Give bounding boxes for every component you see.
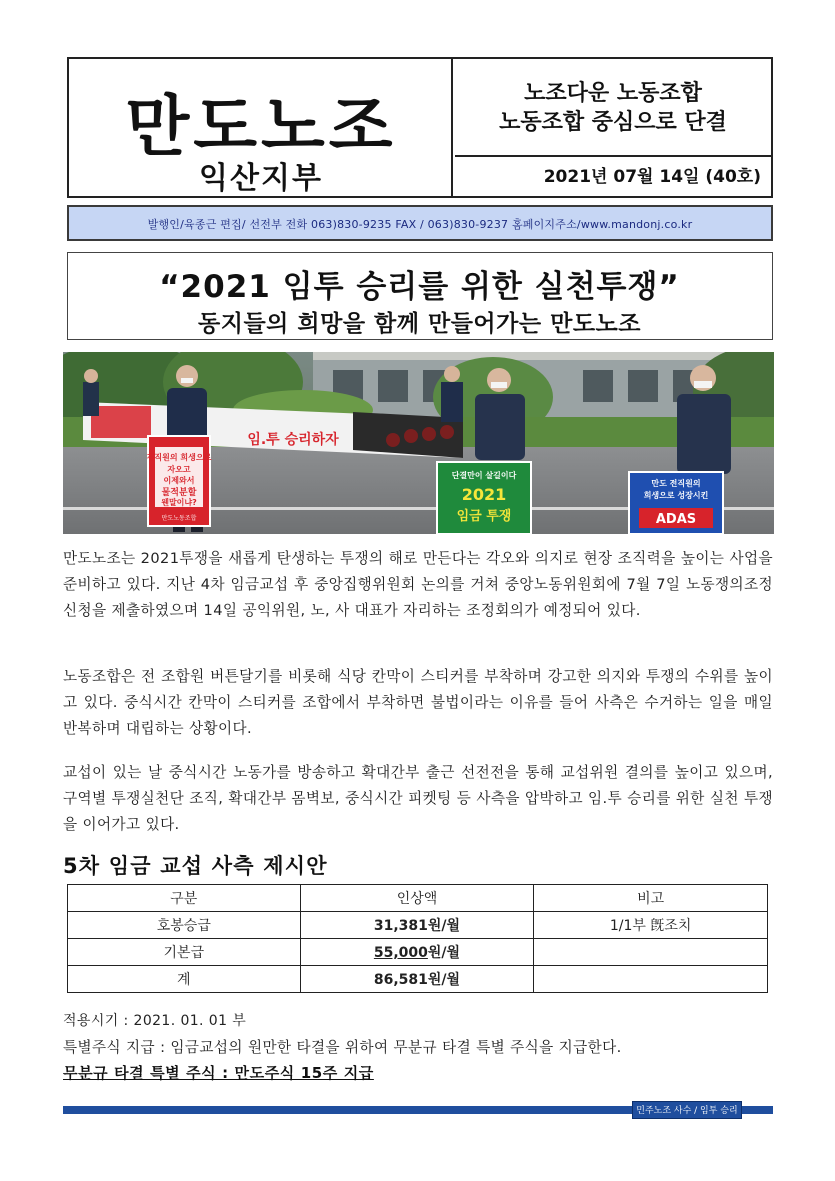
apply-date: 적용시기 : 2021. 01. 01 부 xyxy=(63,1013,247,1029)
branch-name: 익산지부 xyxy=(199,161,323,196)
table-header: 비고 xyxy=(534,885,768,912)
sign-left-line: 자오고 xyxy=(167,465,191,474)
sign-left-line: 이제와서 xyxy=(163,476,195,485)
sign-right-line: 만도 전직원의 xyxy=(651,479,701,488)
special-bonus-highlight: 무분규 타결 특별 주식 : 만도주식 15주 지급 xyxy=(63,1064,374,1082)
offer-table xyxy=(67,884,768,993)
offer-section-title: 5차 임금 교섭 사측 제시안 xyxy=(63,854,328,878)
sign-left-line: 만도노동조합 xyxy=(161,515,197,522)
newsletter-title: 만도노조 xyxy=(125,87,397,165)
sign-center-line: 2021 xyxy=(461,485,507,504)
table-cell-note xyxy=(534,966,768,993)
publisher-bar xyxy=(67,205,773,241)
table-cell-amount xyxy=(300,966,534,993)
sign-right xyxy=(629,472,723,534)
masthead-left xyxy=(69,59,453,196)
table-row xyxy=(68,966,768,993)
table-cell-amount xyxy=(300,912,534,939)
amount-number: 31,381 xyxy=(373,918,428,934)
amount-number: 55,000 xyxy=(373,945,428,961)
table-header-row xyxy=(68,885,768,912)
article-paragraph-2: 노동조합은 전 조합원 버튼달기를 비롯해 식당 칸막이 스티커를 부착하며 강고한 의지와 투쟁의 수위를 높이고 있다. 중식시간 칸막이 스티커를 조합에서 부착하면 불법이라는 이유를 들어 사측은 수거하는 일을 매일 반복하며 대립하는 상황이다. xyxy=(63,668,773,737)
amount-unit: 원/월 xyxy=(427,918,461,934)
table-row xyxy=(68,912,768,939)
slogan xyxy=(455,79,771,137)
headline-main: “2021 임투 승리를 위한 실천투쟁” xyxy=(159,269,680,305)
sign-right-line: 희생으로 성장시킨 xyxy=(643,491,709,500)
article-paragraph-3: 교섭이 있는 날 중식시간 노동가를 방송하고 확대간부 출근 선전전을 통해 교섭위원 결의를 높이고 있으며, 구역별 투쟁실천단 조직, 확대간부 몸벽보, 중식시간 피켓팅 등 사측을 압박하고 임.투 승리를 위한 실천 투쟁을 이어가고 있다. xyxy=(63,764,773,833)
special-bonus-text: 특별주식 지급 : 임금교섭의 원만한 타결을 위하여 무분규 타결 특별 주식을 지급한다. xyxy=(63,1039,622,1056)
masthead-right xyxy=(455,59,771,196)
masthead-divider xyxy=(455,155,771,157)
headline-sub: 동지들의 희망을 함께 만들어가는 만도노조 xyxy=(198,311,641,337)
sign-center xyxy=(437,462,531,534)
protest-photo-illustration xyxy=(63,352,774,534)
banner-text: 임.투 승리하자 xyxy=(247,432,339,448)
article-paragraph-1: 만도노조는 2021투쟁을 새롭게 탄생하는 투쟁의 해로 만든다는 각오와 의지로 현장 조직력을 높이는 사업을 준비하고 있다. 지난 4차 임금교섭 후 중앙집행위원회 논의를 거쳐 중앙노동위원회에 7월 7일 노동쟁의조정 신청을 제출하였으며 14일 공익위원, 노, 사 대표가 자리하는 조정회의가 예정되어 있다. xyxy=(63,550,773,619)
issue-date: 2021년 07월 14일 (40호) xyxy=(543,167,761,187)
slogan-line-1: 노조다운 노동조합 xyxy=(524,81,702,106)
table-cell-category: 계 xyxy=(68,966,301,993)
protest-photo xyxy=(63,352,774,534)
masthead xyxy=(67,57,773,198)
amount-unit: 원/월 xyxy=(427,945,461,961)
headline-box xyxy=(67,252,773,340)
slogan-line-2: 노동조합 중심으로 단결 xyxy=(499,110,727,135)
table-cell-category: 기본급 xyxy=(68,939,301,966)
amount-unit: 원/월 xyxy=(427,972,461,988)
table-cell-note xyxy=(534,939,768,966)
sign-right-line: ADAS xyxy=(655,512,697,527)
table-row xyxy=(68,939,768,966)
publisher-info: 발행인/육종근 편집/ 선전부 전화 063)830-9235 FAX / 063)830-9237 홈페이지주소/www.mandonj.co.kr xyxy=(147,218,693,231)
sign-left xyxy=(147,436,212,526)
sign-left-line: 전직원의 희생으로 xyxy=(146,453,212,462)
table-cell-amount xyxy=(300,939,534,966)
table-cell-note: 1/1부 旣조치 xyxy=(534,912,768,939)
table-header: 구분 xyxy=(68,885,301,912)
sign-center-line: 임금 투쟁 xyxy=(456,509,512,524)
footer-mark: 민주노조 사수 / 임투 승리 xyxy=(632,1101,742,1119)
sign-center-line: 단결만이 살길이다 xyxy=(451,471,517,480)
sign-left-line: 웬말이냐? xyxy=(161,498,197,507)
table-header: 인상액 xyxy=(300,885,534,912)
amount-number: 86,581 xyxy=(373,972,428,988)
table-cell-category: 호봉승급 xyxy=(68,912,301,939)
sign-left-line: 물적분할 xyxy=(161,488,197,498)
